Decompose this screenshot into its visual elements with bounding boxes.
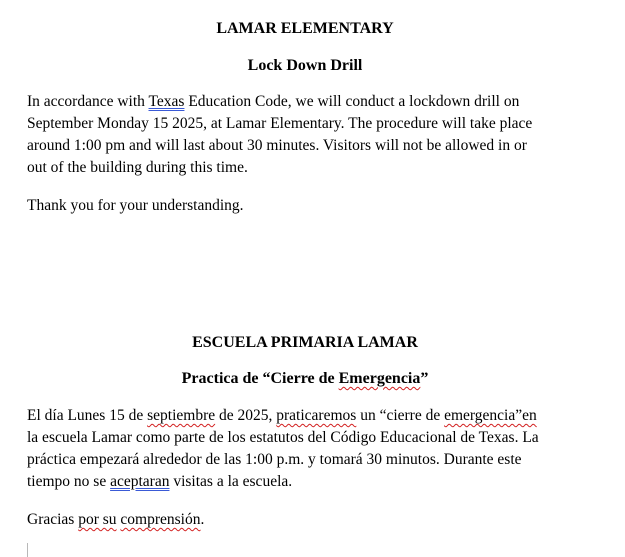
english-drill-title: Lock Down Drill — [247, 57, 363, 74]
english-body-line-1: In accordance with Texas Education Code, we will conduct a lockdown drill on — [27, 93, 520, 110]
english-body-line-2: September Monday 15 2025, at Lamar Elementary. The procedure will take place — [27, 115, 533, 132]
spanish-body-line-1: El día Lunes 15 de septiembre de 2025, praticaremos un “cierre de emergencia”en — [27, 407, 537, 424]
grammar-flag-texas: Texas — [148, 93, 185, 110]
spanish-school-title: ESCUELA PRIMARIA LAMAR — [192, 334, 418, 351]
spanish-drill-title: Practica de “Cierre de Emergencia” — [181, 370, 429, 387]
spelling-flag-por-su: por su — [78, 511, 117, 528]
spelling-flag-praticaremos: praticaremos — [276, 407, 357, 424]
spanish-body-line-4: tiempo no se aceptaran visitas a la escuela. — [27, 473, 293, 490]
spelling-flag-comprension: comprensión — [120, 511, 201, 528]
english-body-line-4: out of the building during this time. — [27, 159, 248, 176]
spelling-flag-emergencia-en: emergencia”en — [444, 407, 537, 424]
spanish-body-paragraph — [27, 405, 587, 493]
spanish-body-line-3: práctica empezará alrededor de las 1:00 p.m. y tomará 30 minutos. Durante este — [27, 451, 522, 468]
english-body-paragraph — [27, 91, 587, 179]
text-cursor[interactable] — [27, 543, 28, 557]
spelling-flag-emergencia: Emergencia — [338, 370, 421, 387]
grammar-flag-aceptaran: aceptaran — [110, 473, 170, 490]
english-body-line-3: around 1:00 pm and will last about 30 minutes. Visitors will not be allowed in or — [27, 137, 527, 154]
spanish-body-line-2: la escuela Lamar como parte de los estatutos del Código Educacional de Texas. La — [27, 429, 539, 446]
spanish-closing: Gracias por su comprensión. — [27, 511, 205, 528]
english-school-title: LAMAR ELEMENTARY — [216, 20, 394, 37]
english-closing: Thank you for your understanding. — [27, 197, 244, 214]
spelling-flag-septiembre: septiembre — [147, 407, 216, 424]
